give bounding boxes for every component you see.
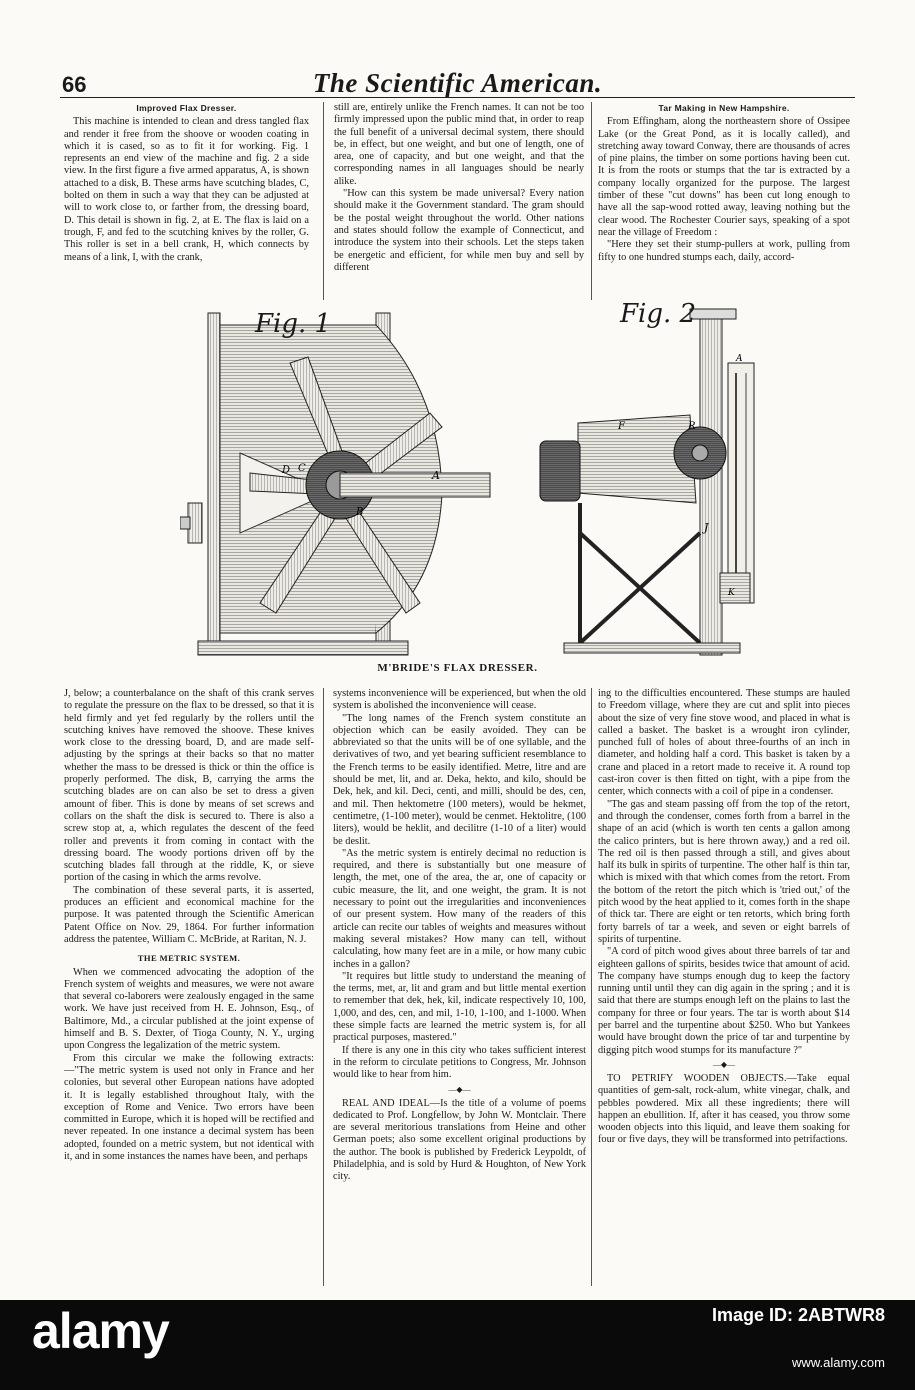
engraving-svg [180,303,800,661]
paragraph: When we commenced advocating the adoption of the French system of weights and measures, we were not aware that several co-laborers were zealously engaged in the same work. We have just received from H. E. Johnson, Esq., of Baltimore, Md., a circular published at the joint expense of himself and B. S. Dexter, of Tioga County, N. Y., urging upon Congress the legalization of the metric system. [64,966,314,1052]
masthead-title: The Scientific American. [312,68,603,98]
paragraph: This machine is intended to clean and dress tangled flax and render it free from the shoove or wooden coating in which it is cased, so as to fit it for working. Fig. 1 represents an end view of the machine and fig. 2 a side view. In the first figure a five armed apparatus, A, is shown attached to a disk, B. These arms have scutching blades, C, bolted on them in such a way that they can be adjusted at will to work close to, or farther from, the dressing board, D. This detail is shown in fig. 2, at E. The flax is laid on a trough, F, and fed to the scutching knives by the roller, G. This roller is set in a bell crank, H, which connects by means of a link, I, with the crank, [64,116,309,263]
paragraph: "How can this system be made universal? Every nation should make it the Government standard. The gram should be the postal weight throughout the world. Other nations and states should follow the example of Connecticut, and introduce the system into their schools. Let the steps taken be energetic and efficient, for while men buy and sell by different [334,188,584,273]
section-separator: —◆— [712,1059,736,1069]
paragraph: "It requires but little study to understand the meaning of the terms, met, ar, lit and gram and but little mental exertion to remember that dek, hek, kil, indicate respectively 10, 100, 1,000, and des, cen, and mil, 1-10, 1-100, and 1-1000. When these simple facts are learned the metric system is, for all practical purposes, mastered." [333,970,586,1044]
column-6 [598,688,850,1288]
fig2-part-j: J [704,521,709,534]
paragraph: REAL AND IDEAL—Is the title of a volume of poems dedicated to Prof. Longfellow, by John W. Montclair. There are several meritorious translations from Heine and other German poets; also some excellent original productions by the author. The book is published by Frederick Leypoldt, of Philadelphia, and is sold by Hurd & Houghton, of New York city. [333,1097,586,1183]
fig2-part-f: F [618,421,625,432]
column-1 [64,102,309,304]
paragraph: "A cord of pitch wood gives about three barrels of tar and eighteen gallons of spirits, besides twice that amount of acid. The company have stumps enough dug to keep the factory running until until they can dig again in the spring ; and it is said that there are stumps enough left on the plains to last the company for three or four years. The tar is worth about $14 per barrel and the turpentine about $250. Who but Yankees would have brought down the price of tar and turpentine by digging pitch wood stumps for its manufacture ?" [598,946,850,1056]
paragraph: ing to the difficulties encountered. These stumps are hauled to Freedom village, where they are cut and split into pieces about the size of very fine stove wood, and placed in what is called a basket. The basket is a wrought iron cylinder, punched full of holes of about three-fourths of an inch in diameter, and holding half a cord. This basket is taken by a crane and placed in a retort made to receive it. A round top cast-iron cover is then fitted on tight, with a pipe from the center, which connects with a coil of pipe in a condenser. [598,688,850,798]
paragraph: "The long names of the French system constitute an objection which can be easily avoided. They can be abbreviated so that the units will be of one syllable, and the derivatives of two, and yet bearing sufficient resemblance to the French terms to be easily identified. Metre, litre and are should be met, lit, and ar. Deka, hekto, and kilo, should be Dek, hek, and kil. Deci, centi, and milli, should be des, cen, and mil. Then hektometre (100 meters), would be hekmet, centimetre, (1-100 meter), would be cenmet. Hektolitre, (100 liters), would be heklit, and decilitre (1-10 of a liter) would be deslit. [333,712,586,847]
paragraph: "As the metric system is entirely decimal no reduction is required, and there is substantially but one measure of length, the met, one of the area, the ar, one of capacity or cubic measure, the lit, and one weight, the gram. It is not necessary to point out the irregularities and inconveniences of our present system. How many of the readers of this article can recite our tables of weights and measures without making several mistakes? How many can tell, without calculating, how many feet are in a mile, or how many cubic inches in a gallon? [333,847,586,970]
paragraph: systems inconvenience will be experienced, but when the old system is abolished the inconvenience will cease. [333,688,586,712]
article-heading-flax-dresser: Improved Flax Dresser. [136,103,237,113]
column-divider [591,688,592,1286]
paragraph: still are, entirely unlike the French names. It can not be too firmly impressed upon the public mind that, in order to reap the full benefit of a universal decimal system, there should be, in effect, but one weight, and but one of length, one of area, one of capacity, and but one weight, and that the corresponding names in all languages should be nearly alike. [334,102,584,187]
column-4 [64,688,314,1288]
fig2-part-a: A [736,354,743,364]
paragraph: From Effingham, along the northeastern shore of Ossipee Lake (or the Great Pond, as it is locally called), and stretching away toward Conway, there are thousands of acres of pine plains, the timber on some portions having been cut. It is from the roots or stumps that the tar is extracted by a company locally organized for the purpose. The largest timber of these "cut downs" has been cut long enough to have all the sap-wood rotted away, leaving nothing but the clear wood. The Rochester Courier says, speaking of a spot near the village of Freedom : [598,116,850,238]
column-3 [598,102,850,304]
paragraph: "The gas and steam passing off from the top of the retort, and through the condenser, comes forth from a barrel in the shape of an acid (which is worth ten cents a gallon among the calico printers, but is here thrown away,) and a red oil. The red oil is then passed through a still, and gives about half its bulk in spirits of turpentine. The other half is thin tar, which is mixed with that which comes from the retort. From the bottom of the retort the pitch which is 'tried out,' of the pitch wood by the heat applied to it, comes forth in the shape of thick tar. There are eight or ten retorts, which bring forth forty barrels of tar a week, and seven or eight barrels of spirits of turpentine. [598,798,850,945]
column-divider [591,102,592,300]
watermark-url[interactable]: www.alamy.com [792,1355,885,1370]
flax-dresser-engraving [180,299,800,661]
masthead-rule [60,97,855,98]
paragraph: The combination of these several parts, it is asserted, produces an efficient and economical machine for the purpose. It was patented through the Scientific American Patent Office on Nov. 29, 1864. For further information address the patentee, William C. McBride, at Raritan, N. J. [64,884,314,945]
page-number: 66 [62,72,87,97]
paragraph: J, below; a counterbalance on the shaft of this crank serves to regulate the pressure on the flax to be dressed, so that it is held firmly and yet fed regularly by the rollers until the scutching knives have removed the shoove. These knives work close to the dressing board, D, and are made self-adjusting by the springs at their backs so that no matter whether the mass to be dressed is thick or thin the office is properly performed. The disk, B, carrying the arms the scutching blades are on can also be set to dress a given amount of fiber. This is done by means of set screws and collars on the shaft the disk is secured to. There is also a screw stop at, a, which regulates the descent of the feed roller and prevents it from coming in contact with the dressing board. The woody portions driven off by the scutching blades fall through at the riddle, K, or sieve portion of the casing in which the arms revolve. [64,688,314,884]
figure-2-side-view [540,309,754,655]
fig1-part-b: B [356,507,364,518]
image-id [711,1305,885,1325]
alamy-logo: alamy [32,1303,169,1359]
column-2 [334,102,584,304]
column-5 [333,688,586,1288]
paragraph: "Here they set their stump-pullers at work, pulling from fifty to one hundred stumps each, daily, accord- [598,239,850,263]
fig1-part-d: D [282,465,291,476]
column-divider [323,688,324,1286]
figure-caption: M'BRIDE'S FLAX DRESSER. [377,662,538,674]
figure-1-end-view [180,313,490,655]
column-divider [323,102,324,300]
article-heading-metric-system: THE METRIC SYSTEM. [137,953,241,964]
paragraph: TO PETRIFY WOODEN OBJECTS.—Take equal quantities of gem-salt, rock-alum, white vinegar, chalk, and pebbles powdered. Mix all these ingredients; there will happen an ebullition. If, after it has ceased, you throw some wooden objects into this liquid, and leave them soaking for four or five days, they will be transformed into petrifactions. [598,1072,850,1146]
image-id-value: Image ID: 2ABTWR8 [711,1305,885,1325]
section-separator: —◆— [448,1084,471,1094]
figure-2-label: Fig. 2 [620,299,697,329]
paragraph: From this circular we make the following extracts: —"The metric system is used not only in France and her colonies, but several other European nations have adopted it. It is legally established throughout Italy, with the exception of Rome and Venice. Two errors have been committed in Europe, which it is hoped will be rectified and never repeated. In one instance a decimal system has been adopted, founded on a metric system, but not identical with it, and in some instances the names have been, and perhaps [64,1052,314,1162]
fig1-part-c: C [298,463,306,474]
fig2-part-k: K [728,588,735,598]
paragraph: If there is any one in this city who takes sufficient interest in the reform to circulate petitions to Congress, Mr. Johnson would like to hear from him. [333,1044,586,1081]
fig2-part-r: R [688,421,696,432]
fig1-part-a: A [432,469,440,482]
figure-1-label: Fig. 1 [255,309,332,339]
article-heading-tar-making: Tar Making in New Hampshire. [658,103,790,113]
